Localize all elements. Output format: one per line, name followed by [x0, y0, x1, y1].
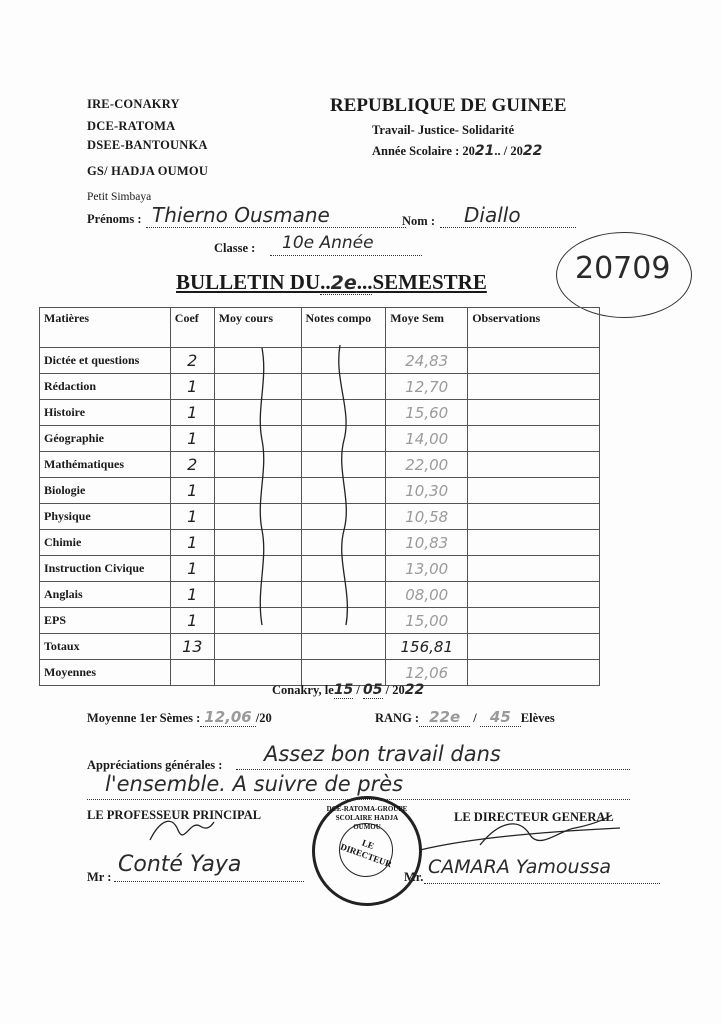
- classe-label: Classe :: [214, 241, 256, 255]
- prof-label: LE PROFESSEUR PRINCIPAL: [87, 808, 262, 822]
- nom-value: Diallo: [440, 203, 576, 228]
- prof-mr-label: Mr :: [87, 870, 112, 884]
- director-name: CAMARA Yamoussa: [424, 856, 660, 884]
- header-moye-sem: Moye Sem: [386, 308, 468, 348]
- coef-cell: 1: [170, 426, 214, 452]
- moye-sem-cell: 10,83: [386, 530, 468, 556]
- coef-cell: 1: [170, 582, 214, 608]
- prof-name: Conté Yaya: [114, 852, 304, 882]
- bulletin-title: BULLETIN DU..2e...SEMESTRE: [176, 270, 487, 294]
- header-school: GS/ HADJA OUMOU: [87, 164, 209, 178]
- subject-cell: Mathématiques: [40, 452, 171, 478]
- subject-cell: Physique: [40, 504, 171, 530]
- date-day: 15: [333, 682, 354, 698]
- rang-suffix: Elèves: [520, 711, 555, 725]
- moyenne1-suffix: /20: [255, 711, 272, 725]
- subject-cell: Histoire: [40, 400, 171, 426]
- prenoms-label: Prénoms :: [87, 212, 142, 226]
- directeur-label: LE DIRECTEUR GENERAL: [454, 810, 614, 824]
- coef-cell: 1: [170, 400, 214, 426]
- appreciation-line-2: l'ensemble. A suivre de près: [87, 772, 630, 800]
- header-observations: Observations: [468, 308, 600, 348]
- prof-signature: [150, 821, 214, 840]
- coef-cell: 2: [170, 452, 214, 478]
- bulletin-suffix: SEMESTRE: [372, 270, 487, 294]
- moyennes-moy: 12,06: [386, 660, 468, 686]
- moye-sem-cell: 14,00: [386, 426, 468, 452]
- totaux-label: Totaux: [40, 634, 171, 660]
- subject-cell: Biologie: [40, 478, 171, 504]
- date-month: 05: [363, 682, 383, 698]
- header-coef: Coef: [170, 308, 214, 348]
- appreciation-line-1: Assez bon travail dans: [236, 742, 630, 770]
- date-label: Conakry, le: [272, 683, 334, 697]
- rang-line: RANG : 22e / 45 Elèves: [375, 708, 555, 726]
- moye-sem-cell: 12,70: [386, 374, 468, 400]
- coef-cell: 2: [170, 348, 214, 374]
- school-year-end: 22: [522, 143, 543, 159]
- moye-sem-cell: 10,30: [386, 478, 468, 504]
- coef-cell: 1: [170, 374, 214, 400]
- school-year-start: 21: [474, 143, 495, 159]
- moyenne1-label: Moyenne 1er Sèmes :: [87, 711, 201, 725]
- moye-sem-cell: 10,58: [386, 504, 468, 530]
- date-year-prefix: / 20: [385, 683, 405, 697]
- coef-cell: 1: [170, 530, 214, 556]
- director-mr-label: Mr.: [404, 870, 424, 884]
- header-ire: IRE-CONAKRY: [87, 97, 180, 111]
- school-year-label: Année Scolaire : 20: [372, 144, 475, 158]
- header-location: Petit Simbaya: [87, 191, 152, 203]
- stamp-center-text: LE DIRECTEUR: [339, 837, 394, 870]
- header-moy-cours: Moy cours: [214, 308, 301, 348]
- prenoms-value: Thierno Ousmane: [146, 203, 406, 228]
- rang-value: 22e: [419, 708, 470, 727]
- subject-cell: Dictée et questions: [40, 348, 171, 374]
- totaux-coef: 13: [170, 634, 214, 660]
- rang-total: 45: [480, 708, 521, 727]
- header-dce: DCE-RATOMA: [87, 119, 176, 133]
- appreciation-label: Appréciations générales :: [87, 758, 223, 772]
- header-notes-compo: Notes compo: [301, 308, 386, 348]
- header-matieres: Matières: [40, 308, 171, 348]
- moye-sem-cell: 15,00: [386, 608, 468, 634]
- motto: Travail- Justice- Solidarité: [372, 123, 515, 137]
- subject-cell: Anglais: [40, 582, 171, 608]
- coef-cell: 1: [170, 556, 214, 582]
- moye-sem-cell: 24,83: [386, 348, 468, 374]
- official-stamp: [312, 796, 422, 906]
- stamp-ring-text: DCE-RATOMA-GROUPE SCOLAIRE HADJA OUMOU: [326, 805, 408, 831]
- coef-cell: 1: [170, 478, 214, 504]
- date-year: 22: [404, 682, 425, 698]
- moye-sem-cell: 08,00: [386, 582, 468, 608]
- bulletin-semester: 2e: [330, 272, 357, 294]
- coef-cell: 1: [170, 504, 214, 530]
- subject-cell: EPS: [40, 608, 171, 634]
- nom-label: Nom :: [402, 214, 435, 228]
- subject-cell: Instruction Civique: [40, 556, 171, 582]
- moye-sem-cell: 13,00: [386, 556, 468, 582]
- date-line: Conakry, le15 / 05 / 2022: [272, 682, 425, 698]
- subject-cell: Géographie: [40, 426, 171, 452]
- classe-value: 10e Année: [270, 233, 422, 256]
- republic-title: REPUBLIQUE DE GUINEE: [330, 95, 567, 116]
- moyennes-label: Moyennes: [40, 660, 171, 686]
- bulletin-prefix: BULLETIN DU: [176, 270, 321, 294]
- moyenne1-value: 12,06: [200, 708, 255, 727]
- coef-cell: 1: [170, 608, 214, 634]
- moye-sem-cell: 15,60: [386, 400, 468, 426]
- totaux-moy: 156,81: [386, 634, 468, 660]
- subject-cell: Chimie: [40, 530, 171, 556]
- moye-sem-cell: 22,00: [386, 452, 468, 478]
- subject-cell: Rédaction: [40, 374, 171, 400]
- school-year-mid: .. / 20: [494, 144, 523, 158]
- rang-label: RANG :: [375, 711, 420, 725]
- header-dsee: DSEE-BANTOUNKA: [87, 138, 208, 152]
- circled-number-text: 20709: [575, 251, 671, 286]
